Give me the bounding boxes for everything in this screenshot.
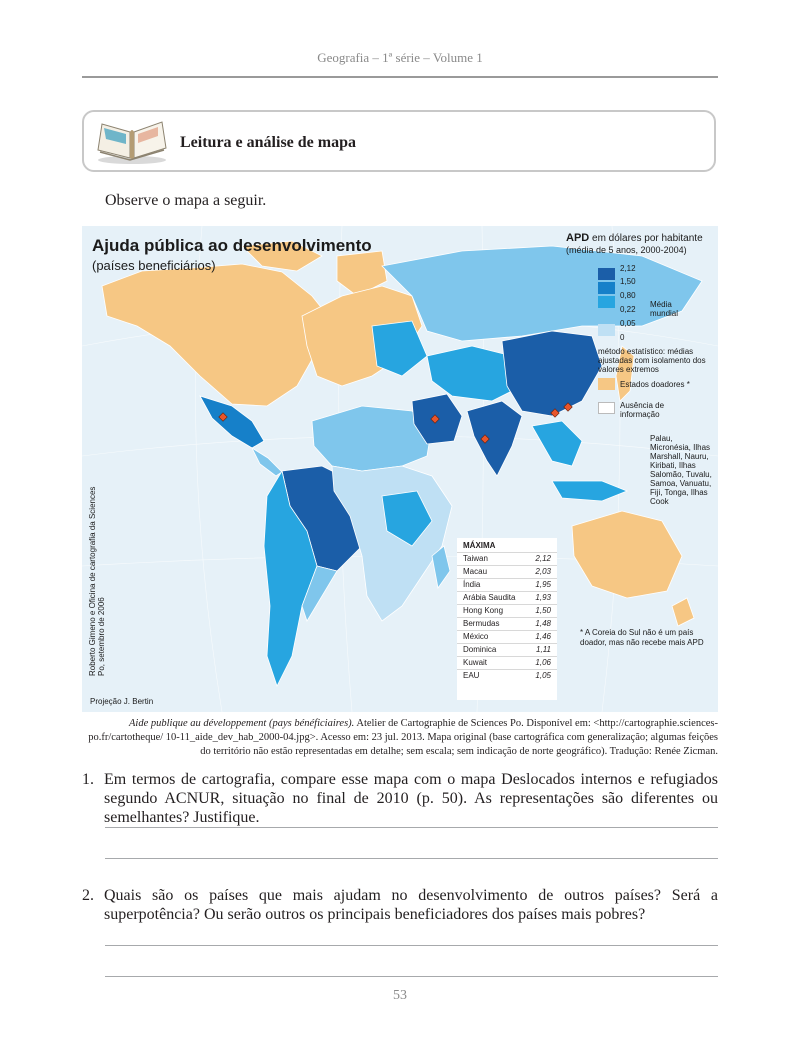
australia <box>572 511 682 598</box>
answer-line[interactable] <box>105 945 718 946</box>
maximum-row <box>457 604 557 617</box>
open-book-icon <box>92 114 172 166</box>
maximum-row <box>457 578 557 591</box>
legend-swatch-3 <box>598 296 615 308</box>
question-1: 1. Em termos de cartografia, compare esse mapa com o mapa Deslocados internos e refugiados segundo ACNUR, situação no final de 2010 (p. 50). As representações são diferentes ou semelhantes? Justifique. <box>82 771 718 826</box>
header-rule <box>82 76 718 78</box>
answer-line[interactable] <box>105 858 718 859</box>
method-note: método estatístico: médias ajustadas com isolamento dos valores extremos <box>598 347 706 374</box>
maximum-value: 1,05 <box>535 671 551 680</box>
maximum-country: Dominica <box>463 645 497 654</box>
maximum-value: 2,12 <box>535 554 551 563</box>
maximum-value: 1,95 <box>535 580 551 589</box>
maximum-row <box>457 643 557 656</box>
legend-swatch-1 <box>598 268 615 280</box>
legend-value: 1,50 <box>620 277 636 286</box>
maximum-row <box>457 630 557 643</box>
maximum-value: 1,48 <box>535 619 551 628</box>
maximum-row <box>457 669 557 682</box>
maximum-country: México <box>463 632 489 641</box>
answer-line[interactable] <box>105 976 718 977</box>
world-average-label: Média mundial <box>650 300 679 318</box>
legend-swatch-no-info <box>598 402 615 414</box>
maximum-value: 1,06 <box>535 658 551 667</box>
korea-note: * A Coreia do Sul não é um país doador, mas não recebe mais APD <box>580 628 704 647</box>
maximum-value: 2,03 <box>535 567 551 576</box>
map-title: Ajuda pública ao desenvolvimento <box>92 236 372 255</box>
maximum-row <box>457 617 557 630</box>
maximum-country: Arábia Saudita <box>463 593 516 602</box>
north-america <box>102 264 332 406</box>
legend-swatch-2 <box>598 282 615 294</box>
india <box>467 401 522 476</box>
intro-text: Observe o mapa a seguir. <box>105 192 267 209</box>
maximum-country: Hong Kong <box>463 606 504 615</box>
page-number: 53 <box>393 988 407 1003</box>
legend-value: 0 <box>620 333 625 342</box>
maximum-value: 1,50 <box>535 606 551 615</box>
maximum-row <box>457 565 557 578</box>
maximum-country: EAU <box>463 671 480 680</box>
map-subtitle: (países beneficiários) <box>92 258 216 273</box>
section-title: Leitura e análise de mapa <box>180 134 356 151</box>
legend-value: 0,05 <box>620 319 636 328</box>
maximum-value: 1,11 <box>536 645 551 654</box>
legend-value: 0,80 <box>620 291 636 300</box>
no-info-label: Ausência de informação <box>620 401 665 419</box>
china <box>502 331 602 416</box>
maximum-country: Macau <box>463 567 488 576</box>
legend-swatch-donor <box>598 378 615 390</box>
maximum-row <box>457 656 557 669</box>
map-figure: Ajuda pública ao desenvolvimento (países beneficiários) APD em dólares por habitante (média de 5 anos, 2000-2004) 2,12 1,50 0,80 0,22 0,05 0 Média mundial método estatístico: médias ajustadas com isolamento dos valores extremos Estados doadores * Ausência de informação Palau, Micronésia, Ilhas Marshall, Nauru, Kiribati, Ilhas Salomão, Tuvalu, Samoa, Vanuatu, Fiji, Tonga, Ilhas Cook MÁXIMA Taiwan 2,12 Macau 2,03 Índia 1,95 Arábia Saudita 1,93 Hong Kong 1,50 Bermudas 1,48 México 1,46 Dominica 1,11 Kuwait 1,06 EAU 1,05 Roberto Gimeno e Oficina de cartografia da Sciences Po, setembro de 2006 Projeção J. Bertin * A Coreia do Sul não é um país doador, mas não recebe mais APD <box>82 226 718 712</box>
maximum-heading: MÁXIMA <box>463 541 496 550</box>
maximum-country: Kuwait <box>463 658 488 667</box>
legend-swatch-5 <box>598 324 615 336</box>
maximum-row <box>457 552 557 565</box>
legend-value: 0,22 <box>620 305 636 314</box>
legend-period: (média de 5 anos, 2000-2004) <box>566 245 687 255</box>
maximum-value: 1,46 <box>535 632 551 641</box>
map-caption: Aide publique au développement (pays bénéficiaires). Atelier de Cartographie de Sciences Po. Disponível em: <http://cartographie.sciences-po.fr/cartotheque/ 10-11_aide_dev_hab_2000-04.jpg>. Acesso em: 23 jul. 2013. Mapa original (base cartográfica com generalização; algumas feições do território não estão representadas em detalhe; sem escala; sem indicação de norte geográfico). Tradução: Renée Zicman. <box>88 718 718 757</box>
maximum-table <box>457 538 557 700</box>
maximum-row <box>457 591 557 604</box>
maximum-country: Bermudas <box>463 619 500 628</box>
legend-value: 2,12 <box>620 264 636 273</box>
projection-label: Projeção J. Bertin <box>90 697 154 706</box>
legend-title: APD em dólares por habitante <box>566 232 703 244</box>
maximum-country: Índia <box>463 580 481 589</box>
donor-label: Estados doadores * <box>620 380 690 389</box>
maximum-value: 1,93 <box>535 593 551 602</box>
maximum-country: Taiwan <box>463 554 488 563</box>
answer-line[interactable] <box>105 827 718 828</box>
running-head: Geografia – 1ª série – Volume 1 <box>317 50 483 65</box>
question-2: 2. Quais são os países que mais ajudam no desenvolvimento de outros países? Será a superpotência? Ou serão outros os principais beneficiadores dos países mais pobres? <box>82 887 718 923</box>
legend-swatch-4 <box>598 310 615 322</box>
islands-note: Palau, Micronésia, Ilhas Marshall, Nauru, Kiribati, Ilhas Salomão, Tuvalu, Samoa, Vanuatu, Fiji, Tonga, Ilhas Cook <box>650 434 712 506</box>
section-box <box>82 110 716 172</box>
